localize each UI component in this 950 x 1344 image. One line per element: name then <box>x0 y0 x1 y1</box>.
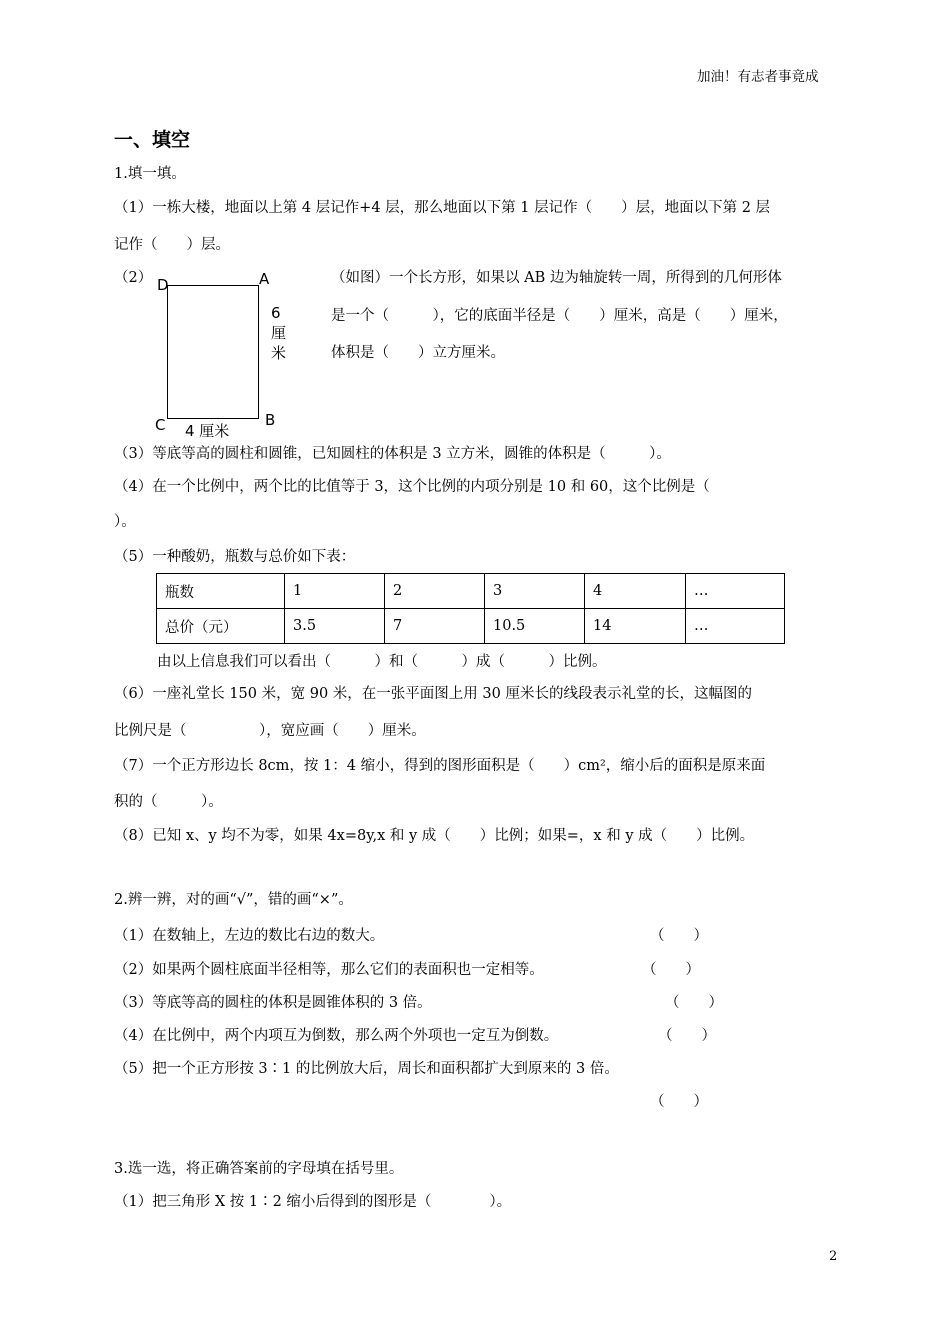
q2-item-1: （1）在数轴上，左边的数比右边的数大。 <box>114 928 385 944</box>
q1-p2-label: （2） <box>114 270 153 286</box>
q1-p5-after: 由以上信息我们可以看出（ ）和（ ）成（ ）比例。 <box>157 654 607 670</box>
q2-item-2: （2）如果两个圆柱底面半径相等，那么它们的表面积也一定相等。 <box>114 962 544 978</box>
q1-p5: （5）一种酸奶，瓶数与总价如下表： <box>114 549 356 565</box>
vertex-c-label: C <box>155 416 166 434</box>
side-length-6: 6 <box>271 304 281 322</box>
rectangle-shape <box>167 285 259 419</box>
bottom-length-label: 4 厘米 <box>185 422 230 440</box>
q3-p1: （1）把三角形 X 按 1∶2 缩小后得到的图形是（ ）。 <box>114 1194 512 1210</box>
q2-item-4-paren: （ ） <box>658 1028 716 1044</box>
vertex-d-label: D <box>157 276 169 294</box>
side-length-unit-mi: 米 <box>271 344 287 362</box>
q1-p2-line3: 体积是（ ）立方厘米。 <box>331 345 505 361</box>
q2-item-3: （3）等底等高的圆柱的体积是圆锥体积的 3 倍。 <box>114 995 432 1011</box>
table-cell: … <box>686 574 785 609</box>
table-cell: 3.5 <box>285 609 385 644</box>
q2-item-5-paren: （ ） <box>650 1094 708 1110</box>
q1-p4-line1: （4）在一个比例中，两个比的比值等于 3，这个比例的内项分别是 10 和 60，这个比例是（ <box>114 479 710 495</box>
table-cell: 4 <box>585 574 686 609</box>
table-cell: … <box>686 609 785 644</box>
q1-p2-line2: 是一个（ ），它的底面半径是（ ）厘米，高是（ ）厘米， <box>331 308 788 324</box>
q1-p8: （8）已知 x、y 均不为零，如果 4x=8y,x 和 y 成（ ）比例；如果=，x 和 y 成（ ）比例。 <box>114 828 755 844</box>
q1-p2-line1: （如图）一个长方形，如果以 AB 边为轴旋转一周，所得到的几何形体 <box>331 270 782 286</box>
q2-title: 2.辨一辨，对的画“√”，错的画“×”。 <box>114 892 353 908</box>
header-motto: 加油！有志者事竟成 <box>697 69 819 85</box>
vertex-a-label: A <box>259 270 270 288</box>
q1-p6-line2: 比例尺是（ ），宽应画（ ）厘米。 <box>114 723 426 739</box>
q1-p7-line2: 积的（ ）。 <box>114 794 223 810</box>
q1-p1-line2: 记作（ ）层。 <box>114 237 230 253</box>
q1-p1-line1: （1）一栋大楼，地面以上第 4 层记作+4 层，那么地面以下第 1 层记作（ ）层，地面以下第 2 层 <box>114 200 771 216</box>
section-title: 一、填空 <box>114 129 191 151</box>
side-length-unit-li: 厘 <box>271 324 287 342</box>
q2-item-5: （5）把一个正方形按 3∶1 的比例放大后，周长和面积都扩大到原来的 3 倍。 <box>114 1061 619 1077</box>
q1-p7-line1: （7）一个正方形边长 8cm，按 1：4 缩小，得到的图形面积是（ ）cm²，缩小后的面积是原来面 <box>114 758 766 774</box>
q2-item-2-paren: （ ） <box>642 962 700 978</box>
table-cell: 14 <box>585 609 686 644</box>
table-cell: 总价（元） <box>157 609 285 644</box>
table-cell: 瓶数 <box>157 574 285 609</box>
q1-p6-line1: （6）一座礼堂长 150 米，宽 90 米，在一张平面图上用 30 厘米长的线段表示礼堂的长，这幅图的 <box>114 686 752 702</box>
q3-title: 3.选一选，将正确答案前的字母填在括号里。 <box>114 1161 404 1177</box>
page-number: 2 <box>829 1249 838 1264</box>
q2-item-1-paren: （ ） <box>650 928 708 944</box>
yogurt-price-table <box>156 573 785 644</box>
q1-title: 1.填一填。 <box>114 166 186 182</box>
table-row <box>157 574 785 609</box>
q2-item-4: （4）在比例中，两个内项互为倒数，那么两个外项也一定互为倒数。 <box>114 1028 559 1044</box>
q1-p3: （3）等底等高的圆柱和圆锥，已知圆柱的体积是 3 立方米，圆锥的体积是（ ）。 <box>114 446 671 462</box>
vertex-b-label: B <box>265 411 276 429</box>
q1-p4-line2: ）。 <box>114 514 136 530</box>
table-cell: 7 <box>385 609 485 644</box>
q2-item-3-paren: （ ） <box>665 995 723 1011</box>
table-cell: 10.5 <box>485 609 585 644</box>
table-cell: 1 <box>285 574 385 609</box>
table-row <box>157 609 785 644</box>
table-cell: 3 <box>485 574 585 609</box>
table-cell: 2 <box>385 574 485 609</box>
